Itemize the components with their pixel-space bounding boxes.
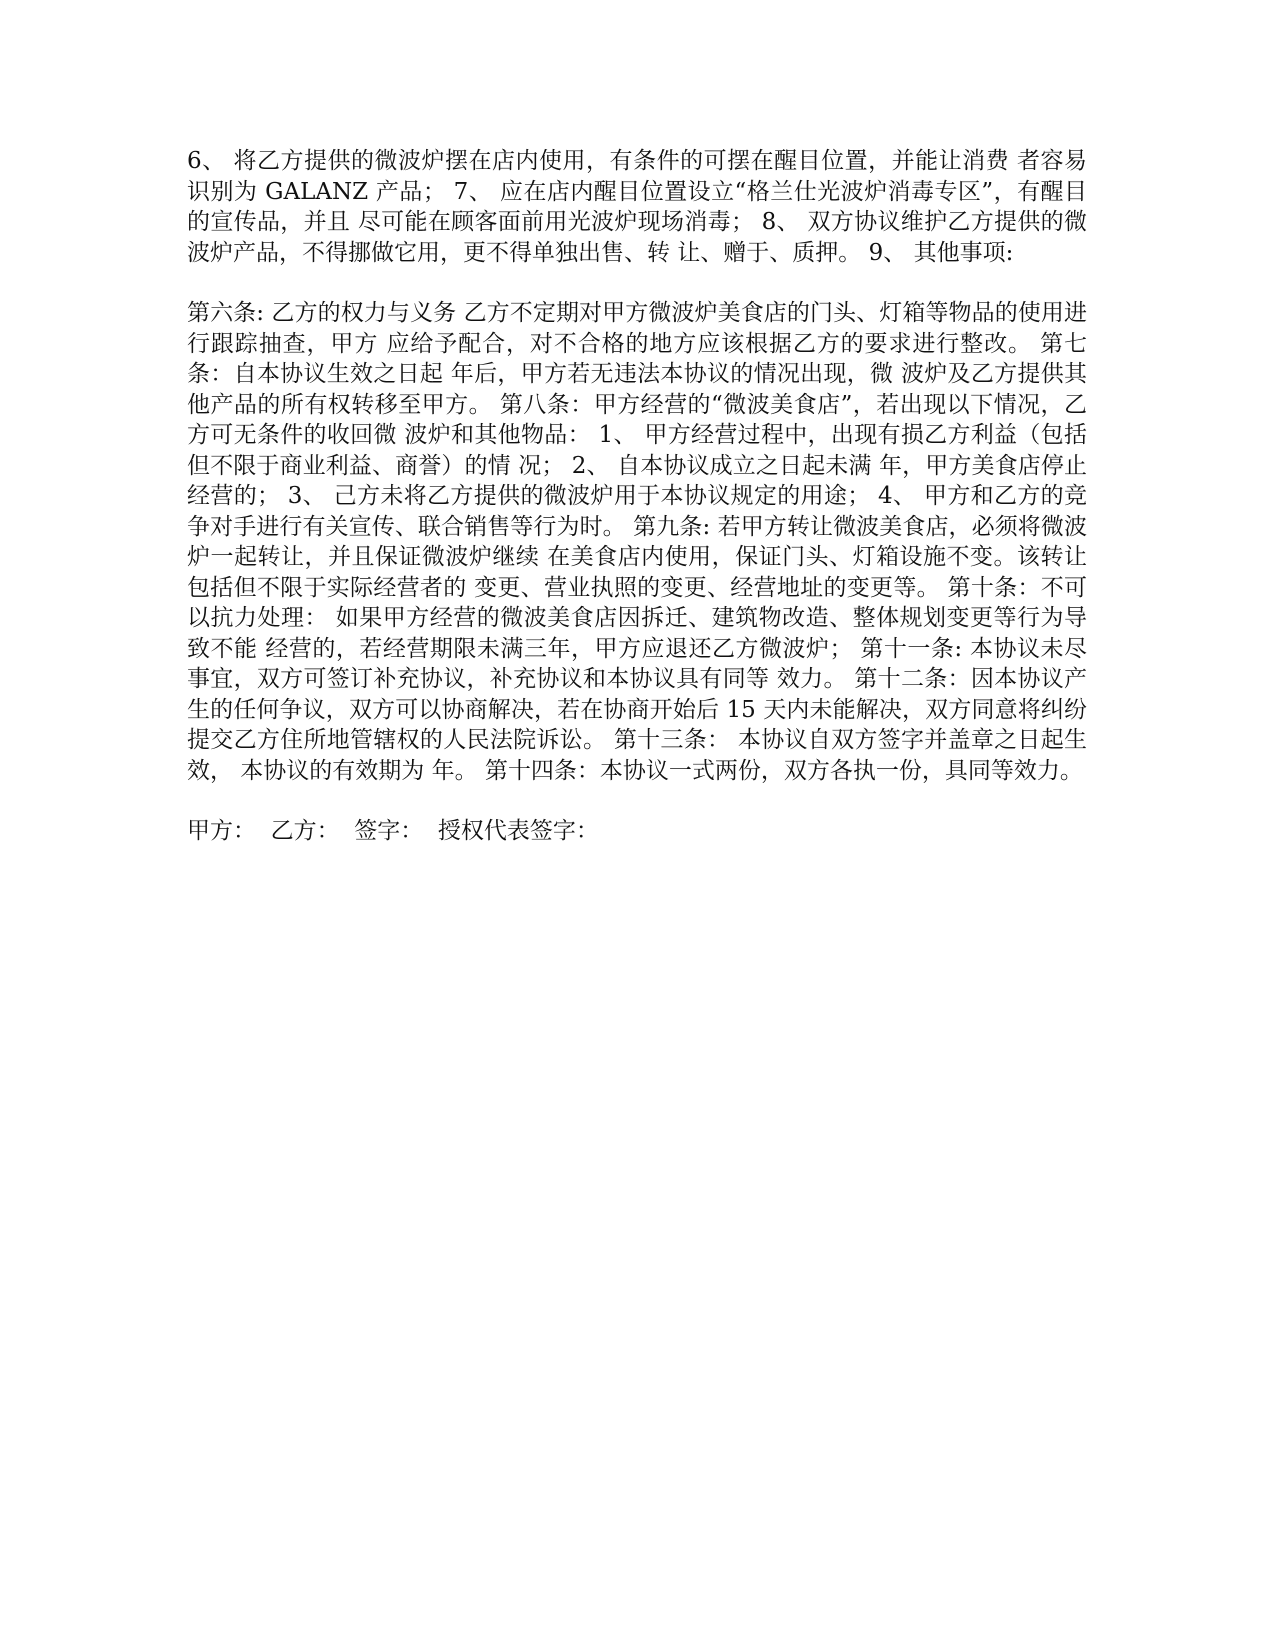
clause-paragraph-obligations: 6、 将乙方提供的微波炉摆在店内使用，有条件的可摆在醒目位置，并能让消费 者容易识别为 GALANZ 产品； 7、 应在店内醒目位置设立“格兰仕光波炉消毒专区”，有醒目的宣传品，并且 尽可能在顾客面前用光波炉现场消毒； 8、 双方协议维护乙方提供的微波炉产品，不得挪做它用，更不得单独出售、转 让、赠于、质押。 9、 其他事项: — [187, 148, 1087, 266]
signature-line: 甲方： 乙方： 签字： 授权代表签字： — [187, 818, 599, 844]
clause-paragraph-rights-and-terms: 第六条: 乙方的权力与义务 乙方不定期对甲方微波炉美食店的门头、灯箱等物品的使用进行跟踪抽查，甲方 应给予配合，对不合格的地方应该根据乙方的要求进行整改。 第七条：自本协议生效之日起 年后，甲方若无违法本协议的情况出现，微 波炉及乙方提供其他产品的所有权转移至甲方。 第八条：甲方经营的“微波美食店”，若出现以下情况，乙方可无条件的收回微 波炉和其他物品： 1、 甲方经营过程中，出现有损乙方利益（包括但不限于商业利益、商誉）的情 况； 2、 自本协议成立之日起未满 年，甲方美食店停止经营的； 3、 己方未将乙方提供的微波炉用于本协议规定的用途； 4、 甲方和乙方的竞争对手进行有关宣传、联合销售等行为时。 第九条: 若甲方转让微波美食店，必须将微波炉一起转让，并且保证微波炉继续 在美食店内使用，保证门头、灯箱设施不变。该转让包括但不限于实际经营者的 变更、营业执照的变更、经营地址的变更等。 第十条：不可以抗力处理： 如果甲方经营的微波美食店因拆迁、建筑物改造、整体规划变更等行为导致不能 经营的，若经营期限未满三年，甲方应退还乙方微波炉； 第十一条: 本协议未尽事宜，双方可签订补充协议，补充协议和本协议具有同等 效力。 第十二条：因本协议产生的任何争议，双方可以协商解决，若在协商开始后 15 天内未能解决，双方同意将纠纷提交乙方住所地管辖权的人民法院诉讼。 第十三条： 本协议自双方签字并盖章之日起生效， 本协议的有效期为 年。 第十四条：本协议一式两份，双方各执一份，具同等效力。 — [187, 300, 1087, 784]
document-body — [187, 146, 1087, 847]
